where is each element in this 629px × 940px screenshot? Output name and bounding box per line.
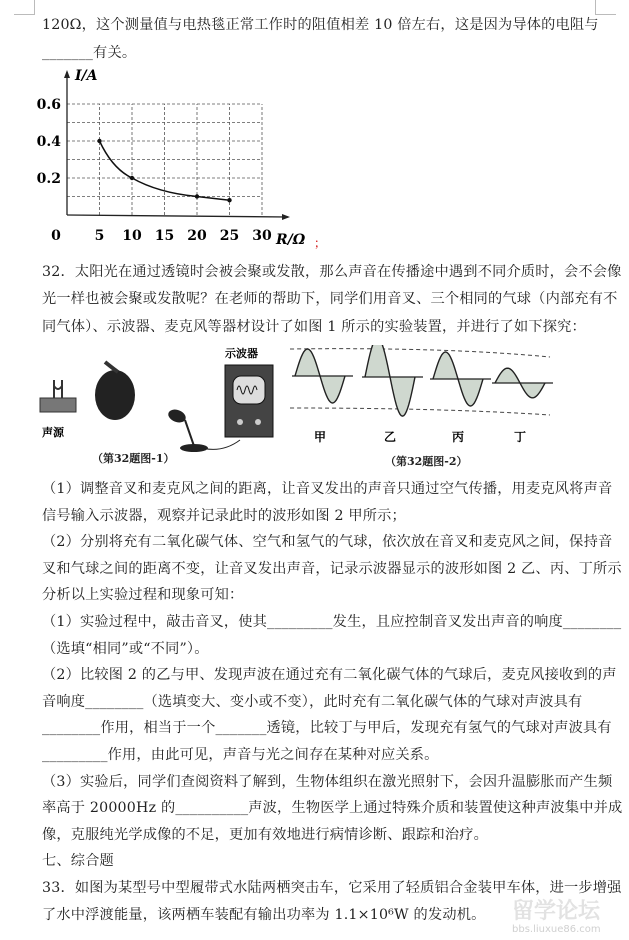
text-line: 音响度________（选填变大、变小或不变），此时充有二氧化碳气体的气球对声波具有 (42, 693, 583, 710)
text-line: 同气体）、示波器、麦克风等器材设计了如图 1 所示的实验装置，并进行了如下探究： (42, 319, 586, 335)
text-line: 光一样也被会聚或发散呢？在老师的帮助下，同学们用音叉、三个相同的气球（内部充有不 (42, 291, 618, 307)
x-axis-label: R/Ω (276, 232, 306, 248)
data-point (227, 198, 231, 202)
x-tick-label: 5 (94, 228, 105, 244)
text-line: 率高于 20000Hz 的__________声波，生物医学上通过特殊介质和装置使这种声波集中并成 (42, 800, 623, 817)
figure-2-waveforms (285, 345, 625, 445)
figure-1-caption: （第32题图-1） (92, 452, 175, 465)
source-label: 声源 (42, 426, 64, 439)
text-line: 了水中浮渡能量，该两栖车装配有输出功率为 1.1×10⁶W 的发动机。 (42, 906, 486, 923)
figure-1-apparatus (30, 340, 280, 455)
reference-line (290, 349, 550, 357)
trailing-semicolon: ； (314, 236, 327, 250)
waveform-fill (365, 345, 415, 416)
text-line: _______有关。 (42, 45, 137, 61)
waveform-label: 甲 (313, 430, 327, 444)
watermark-url: bbs.liuxue86.com (512, 924, 601, 935)
watermark-text: 留学论坛 (512, 899, 601, 924)
watermark-logo (512, 900, 622, 940)
reference-line (290, 408, 550, 415)
figure-2-caption: （第32题图-2） (385, 455, 468, 468)
x-tick-label: 15 (154, 228, 175, 244)
y-tick-label: 0.6 (36, 97, 61, 113)
current-resistance-chart (0, 62, 340, 252)
waveform-label: 乙 (383, 430, 397, 444)
text-line: 分析以上实验过程和现象可知： (42, 587, 244, 604)
text-line: 七、综合题 (42, 853, 114, 870)
x-tick-label: 30 (252, 228, 272, 244)
oscilloscope-icon (225, 365, 273, 437)
text-line: 信号输入示波器，观察并记录此时的波形如图 2 甲所示； (42, 507, 406, 524)
x-tick-label: 20 (187, 228, 207, 244)
data-point (130, 176, 134, 180)
text-line: （1）调整音叉和麦克风之间的距离，让音叉发出的声音只通过空气传播，用麦克风将声音 (42, 481, 613, 497)
y-tick-label: 0.2 (36, 171, 61, 187)
text-line: 叉和气球之间的距离不变，让音叉发出声音，记录示波器显示的波形如图 2 乙、丙、丁所示 (42, 560, 622, 577)
waveform-label: 丙 (451, 430, 465, 444)
text-line: 32．太阳光在通过透镜时会被会聚或发散，那么声音在传播途中遇到不同介质时，会不会像 (42, 264, 622, 280)
text-line: 120Ω，这个测量值与电热毯正常工作时的阻值相差 10 倍左右，这是因为导体的电阻与 (42, 17, 599, 33)
y-axis-label: I/A (75, 68, 98, 84)
page-corner-mark (14, 0, 35, 15)
x-axis-arrow (282, 214, 290, 220)
text-line: （2）分别将充有二氧化碳气体、空气和氢气的气球，依次放在音叉和麦克风之间，保持音 (42, 534, 613, 551)
x-tick-label: 0 (51, 228, 61, 244)
text-line: （2）比较图 2 的乙与甲、发现声波在通过充有二氧化碳气体的气球后，麦克风接收到的声 (42, 667, 617, 684)
y-axis-arrow (64, 70, 70, 78)
text-line: _________作用，由此可见，声音与光之间存在某种对应关系。 (42, 747, 439, 763)
text-line: （选填“相同”或“不同”）。 (42, 640, 209, 657)
data-point (97, 139, 101, 143)
waveform-label: 丁 (513, 430, 527, 444)
text-line: （1）实验过程中，敲击音叉，使其_________发生，且应控制音叉发出声音的响度________ (42, 614, 622, 630)
balloon-icon (95, 370, 135, 420)
y-tick-label: 0.4 (36, 134, 61, 150)
x-tick-label: 10 (122, 228, 142, 244)
page-corner-mark (595, 0, 616, 15)
x-axis (67, 215, 288, 217)
text-line: （3）实验后，同学们查阅资料了解到，生物体组织在激光照射下，会因升温膨胀而产生频 (42, 773, 613, 790)
oscilloscope-label: 示波器 (225, 347, 258, 360)
text-line: ________作用，相当于一个_______透镜，比较丁与甲后，发现充有氢气的气球对声波具有 (42, 720, 612, 737)
tuning-fork-icon (40, 380, 76, 412)
x-tick-label: 25 (219, 228, 240, 244)
data-point (195, 194, 199, 198)
text-line: 33．如图为某型号中型履带式水陆两栖突击车，它采用了轻质铝合金装甲车体，进一步增强 (42, 880, 622, 896)
text-line: 像，克服纯光学成像的不足，更加有效地进行病情诊断、跟踪和治疗。 (42, 826, 489, 843)
